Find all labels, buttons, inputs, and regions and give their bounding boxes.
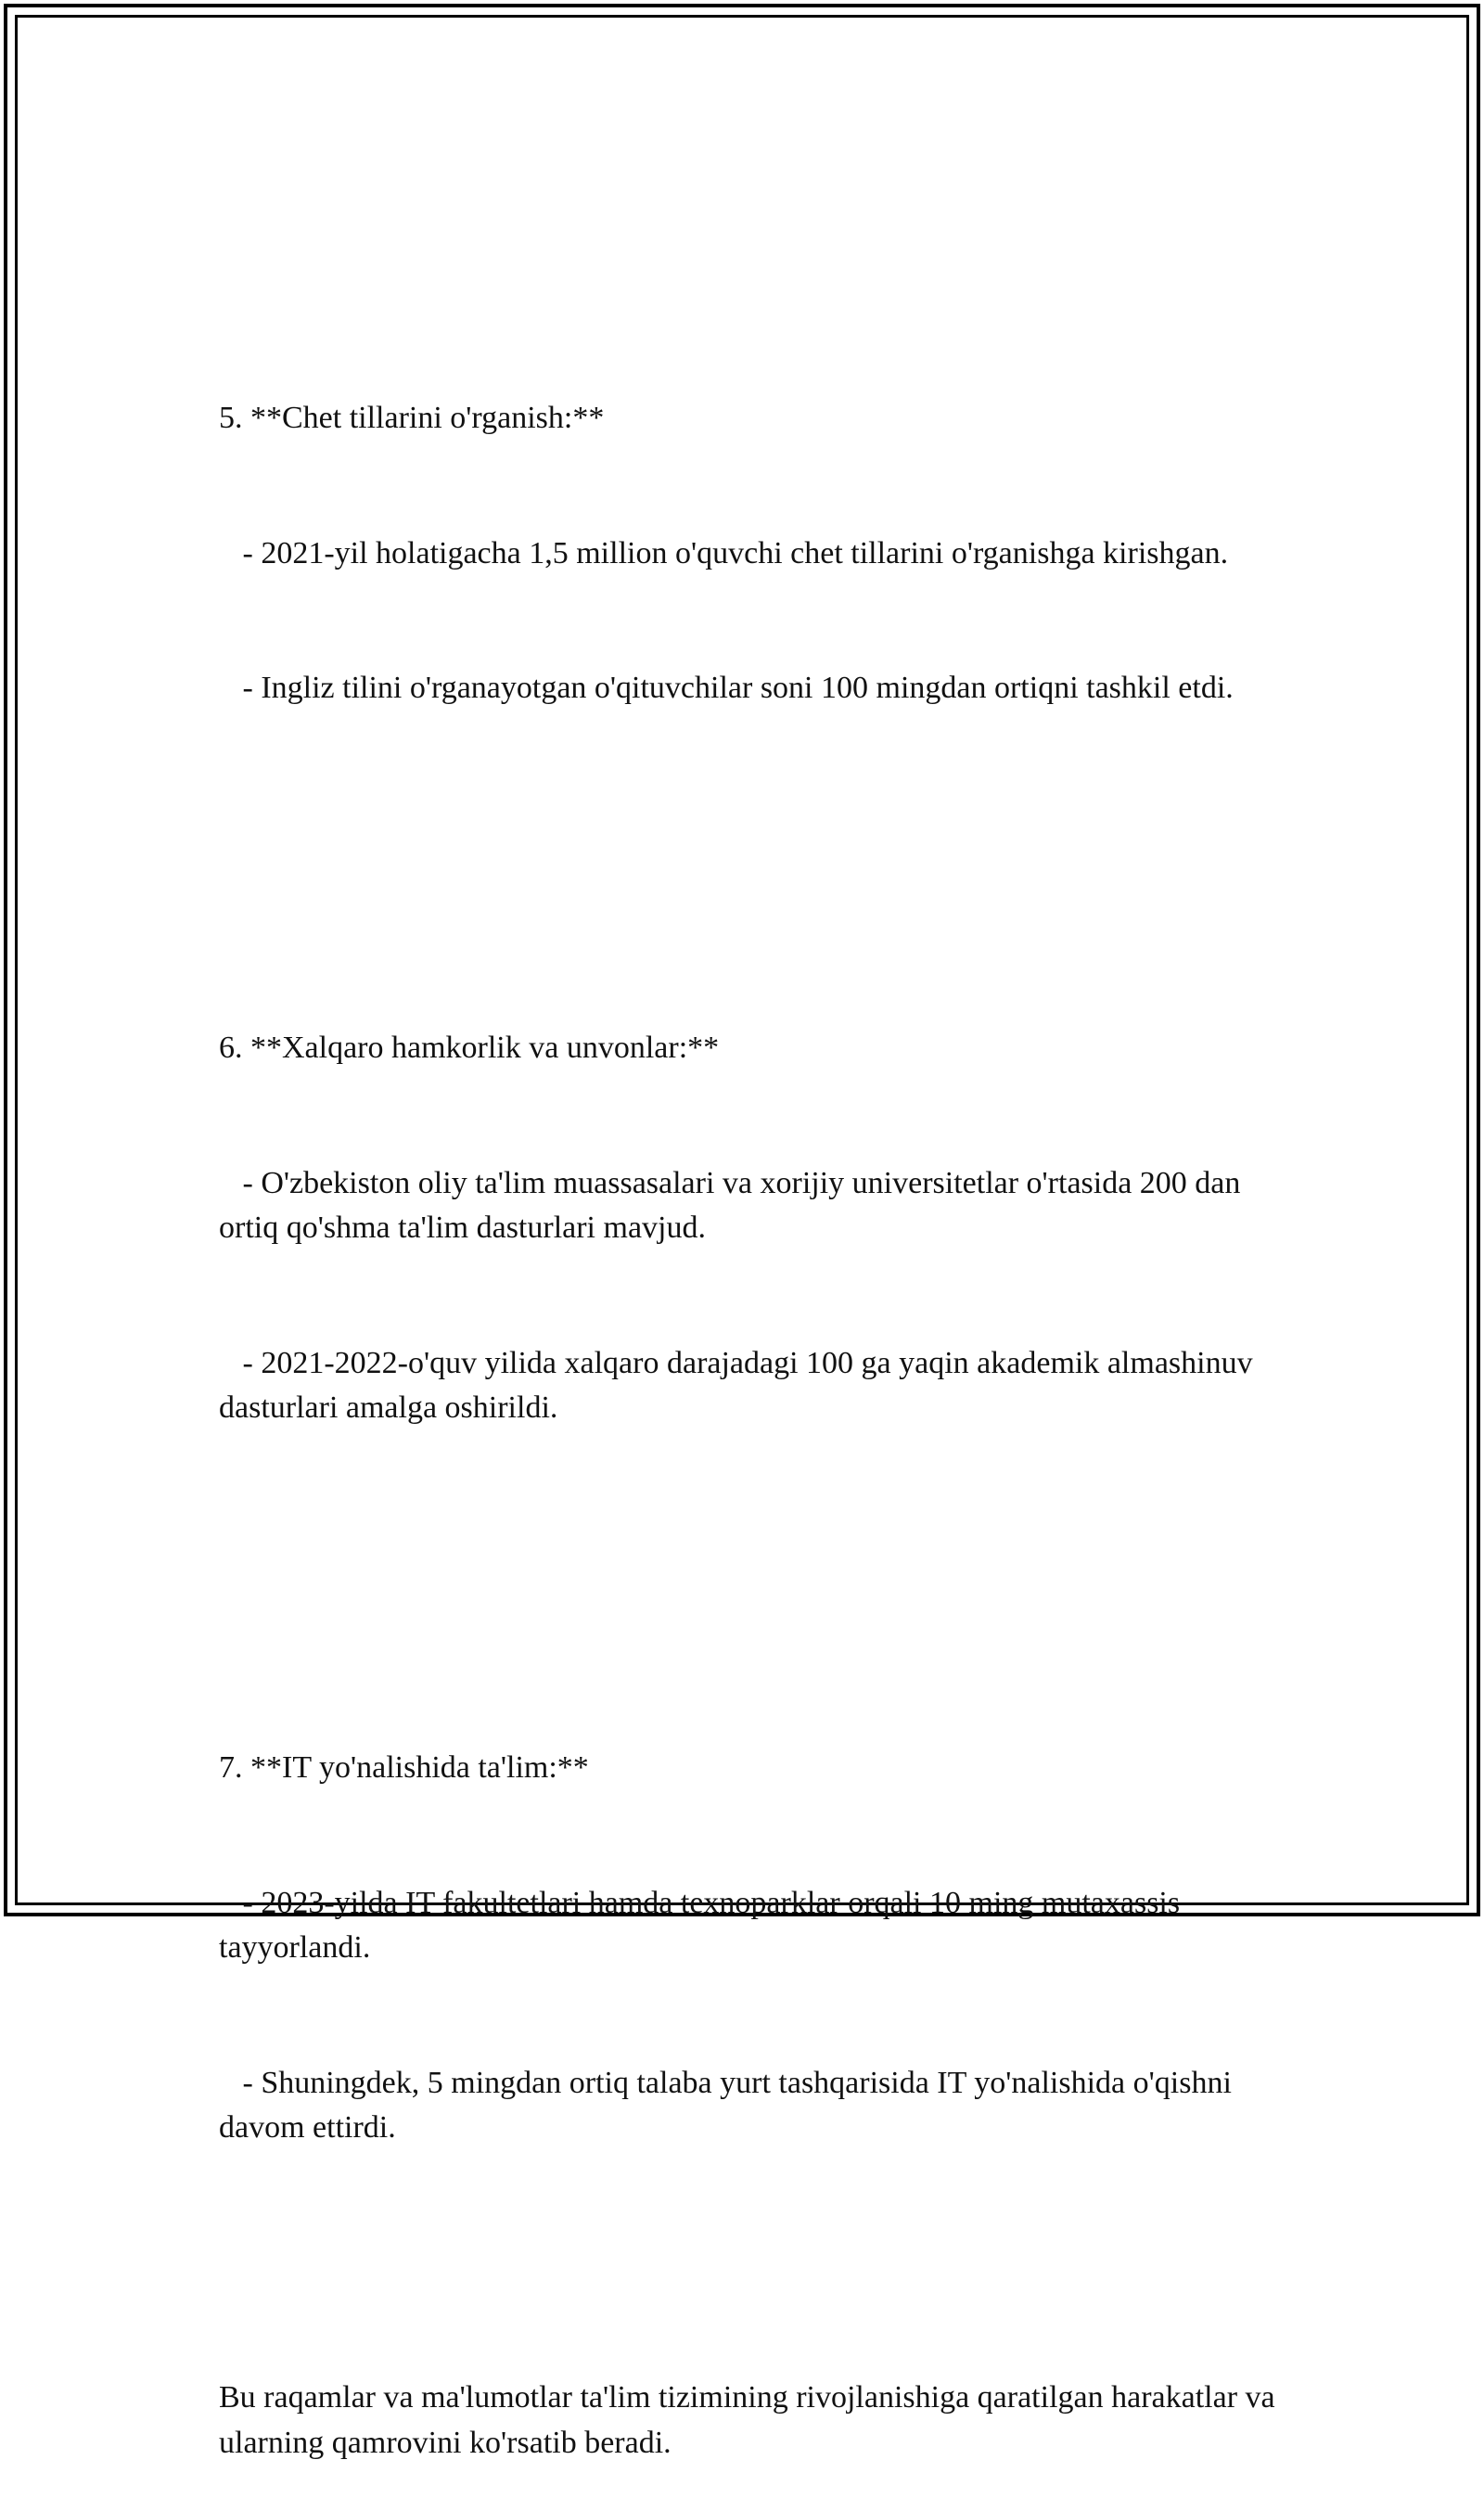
bullet-item: - Ingliz tilini o'rganayotgan o'qituvchilar soni 100 mingdan ortiqni tashkil etdi. xyxy=(219,671,1234,705)
section-foreign-languages xyxy=(219,306,1276,801)
bullet-item: - 2023-yilda IT fakultetlari hamda texnoparklar orqali 10 ming mutaxassis tayyorlandi. xyxy=(219,1885,1188,1965)
bullet-item: - 2021-yil holatigacha 1,5 million o'quvchi chet tillarini o'rganishga kirishgan. xyxy=(219,535,1229,570)
section-heading: 7. **IT yo'nalishida ta'lim:** xyxy=(219,1750,589,1785)
bullet-item: - Shuningdek, 5 mingdan ortiq talaba yurt tashqarisida IT yo'nalishida o'qishni davom ettirdi. xyxy=(219,2065,1240,2145)
bullet-item: - O'zbekiston oliy ta'lim muassasalari va xorijiy universitetlar o'rtasida 200 dan ortiq qo'shma ta'lim dasturlari mavjud. xyxy=(219,1165,1248,1245)
section-international-cooperation xyxy=(219,936,1276,1521)
section-heading: 6. **Xalqaro hamkorlik va unvonlar:** xyxy=(219,1031,720,1065)
document-body xyxy=(219,216,1284,2511)
section-it-education xyxy=(219,1656,1276,2241)
section-heading: 5. **Chet tillarini o'rganish:** xyxy=(219,401,605,435)
closing-paragraph: Bu raqamlar va ma'lumotlar ta'lim tizimining rivojlanishiga qaratilgan harakatlar va ularning qamrovini ko'rsatib beradi. xyxy=(219,2380,1284,2460)
bullet-item: - 2021-2022-o'quv yilida xalqaro darajadagi 100 ga yaqin akademik almashinuv dasturlari amalga oshirildi. xyxy=(219,1345,1261,1425)
